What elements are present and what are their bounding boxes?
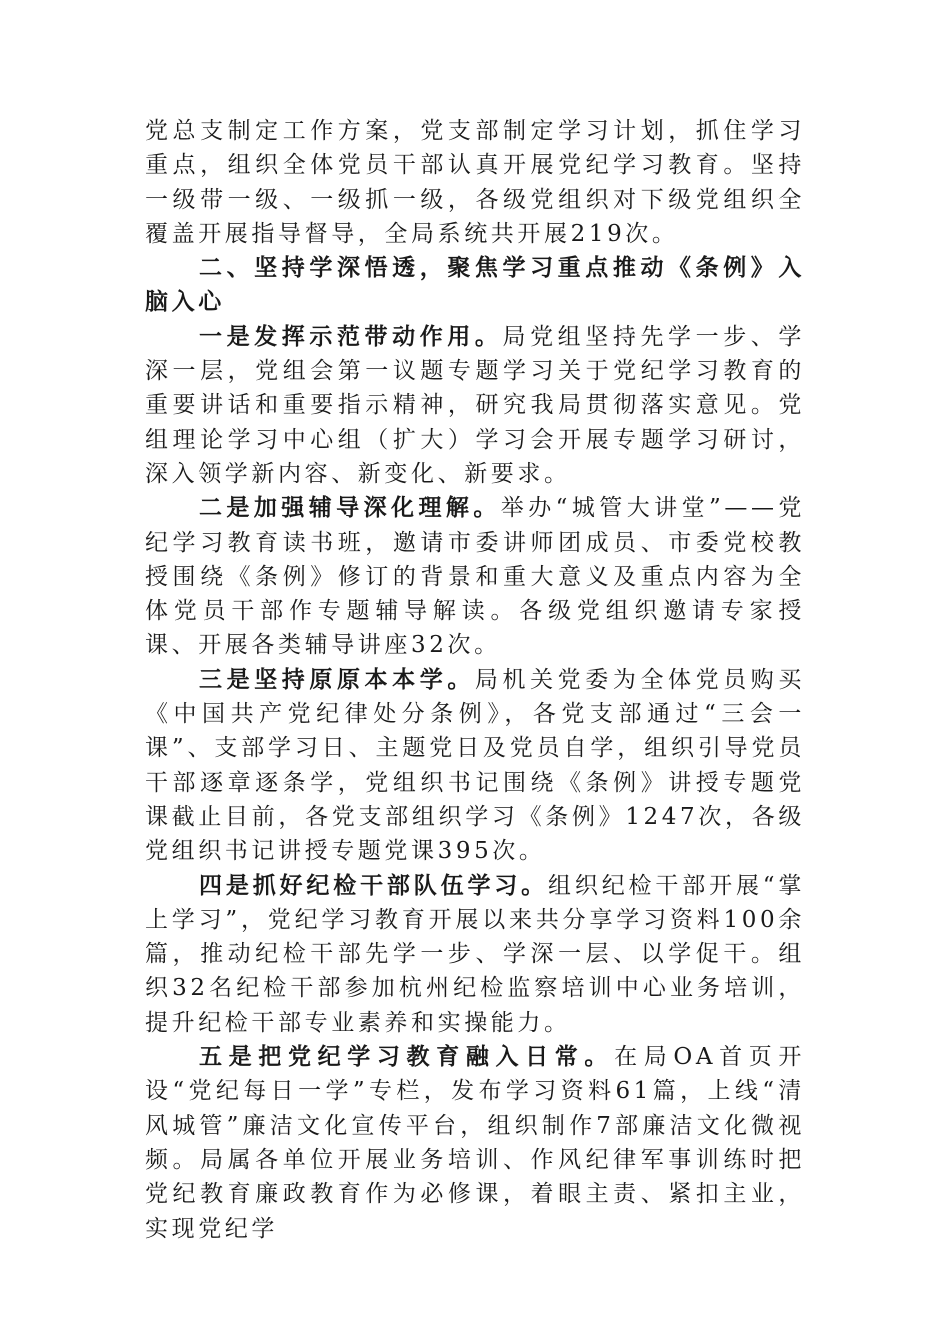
paragraph-body: 在局OA首页开设“党纪每日一学”专栏，发布学习资料61篇，上线“清风城管”廉洁文化宣传平台，组织制作7部廉洁文化微视频。局属各单位开展业务培训、作风纪律军事训练时把党纪教育廉政教育作为必修课，着眼主责、紧扣主业，实现党纪学 xyxy=(145,1044,806,1242)
paragraph-item-3 xyxy=(145,663,805,869)
paragraph-body: 举办“城管大讲堂”——党纪学习教育读书班，邀请市委讲师团成员、市委党校教授围绕《条例》修订的背景和重大意义及重点内容为全体党员干部作专题辅导解读。各级党组织邀请专家授课、开展各类辅导讲座32次。 xyxy=(145,495,806,659)
paragraph-body: 局机关党委为全体党员购买《中国共产党纪律处分条例》，各党支部通过“三会一课”、支部学习日、主题党日及党员自学，组织引导党员干部逐章逐条学，党组织书记围绕《条例》讲授专题党课截止目前，各党支部组织学习《条例》1247次，各级党组织书记讲授专题党课395次。 xyxy=(145,666,805,865)
paragraph-lead: 一是发挥示范带动作用。 xyxy=(199,323,503,350)
paragraph-lead: 五是把党纪学习教育融入日常。 xyxy=(199,1044,615,1071)
document-page xyxy=(145,114,805,1246)
intro-paragraph: 党总支制定工作方案，党支部制定学习计划，抓住学习重点，组织全体党员干部认真开展党纪学习教育。坚持一级带一级、一级抓一级，各级党组织对下级党组织全覆盖开展指导督导，全局系统共开展219次。 xyxy=(145,118,805,247)
paragraph-lead: 二是加强辅导深化理解。 xyxy=(199,495,501,522)
paragraph-item-2 xyxy=(145,491,805,662)
paragraph-item-5 xyxy=(145,1040,805,1246)
section-heading: 二、坚持学深悟透，聚焦学习重点推动《条例》入脑入心 xyxy=(145,255,805,316)
paragraph-body: 局党组坚持先学一步、学深一层，党组会第一议题专题学习关于党纪学习教育的重要讲话和重要指示精神，研究我局贯彻落实意见。党组理论学习中心组（扩大）学习会开展专题学习研讨，深入领学新内容、新变化、新要求。 xyxy=(145,323,805,487)
paragraph-lead: 三是坚持原原本本学。 xyxy=(199,666,475,693)
paragraph-body: 组织纪检干部开展“掌上学习”，党纪学习教育开展以来共分享学习资料100余篇，推动纪检干部先学一步、学深一层、以学促干。组织32名纪检干部参加杭州纪检监察培训中心业务培训，提升纪检干部专业素养和实操能力。 xyxy=(145,872,805,1036)
paragraph-item-4 xyxy=(145,869,805,1040)
paragraph-lead: 四是抓好纪检干部队伍学习。 xyxy=(199,872,549,899)
paragraph-item-1 xyxy=(145,320,805,491)
